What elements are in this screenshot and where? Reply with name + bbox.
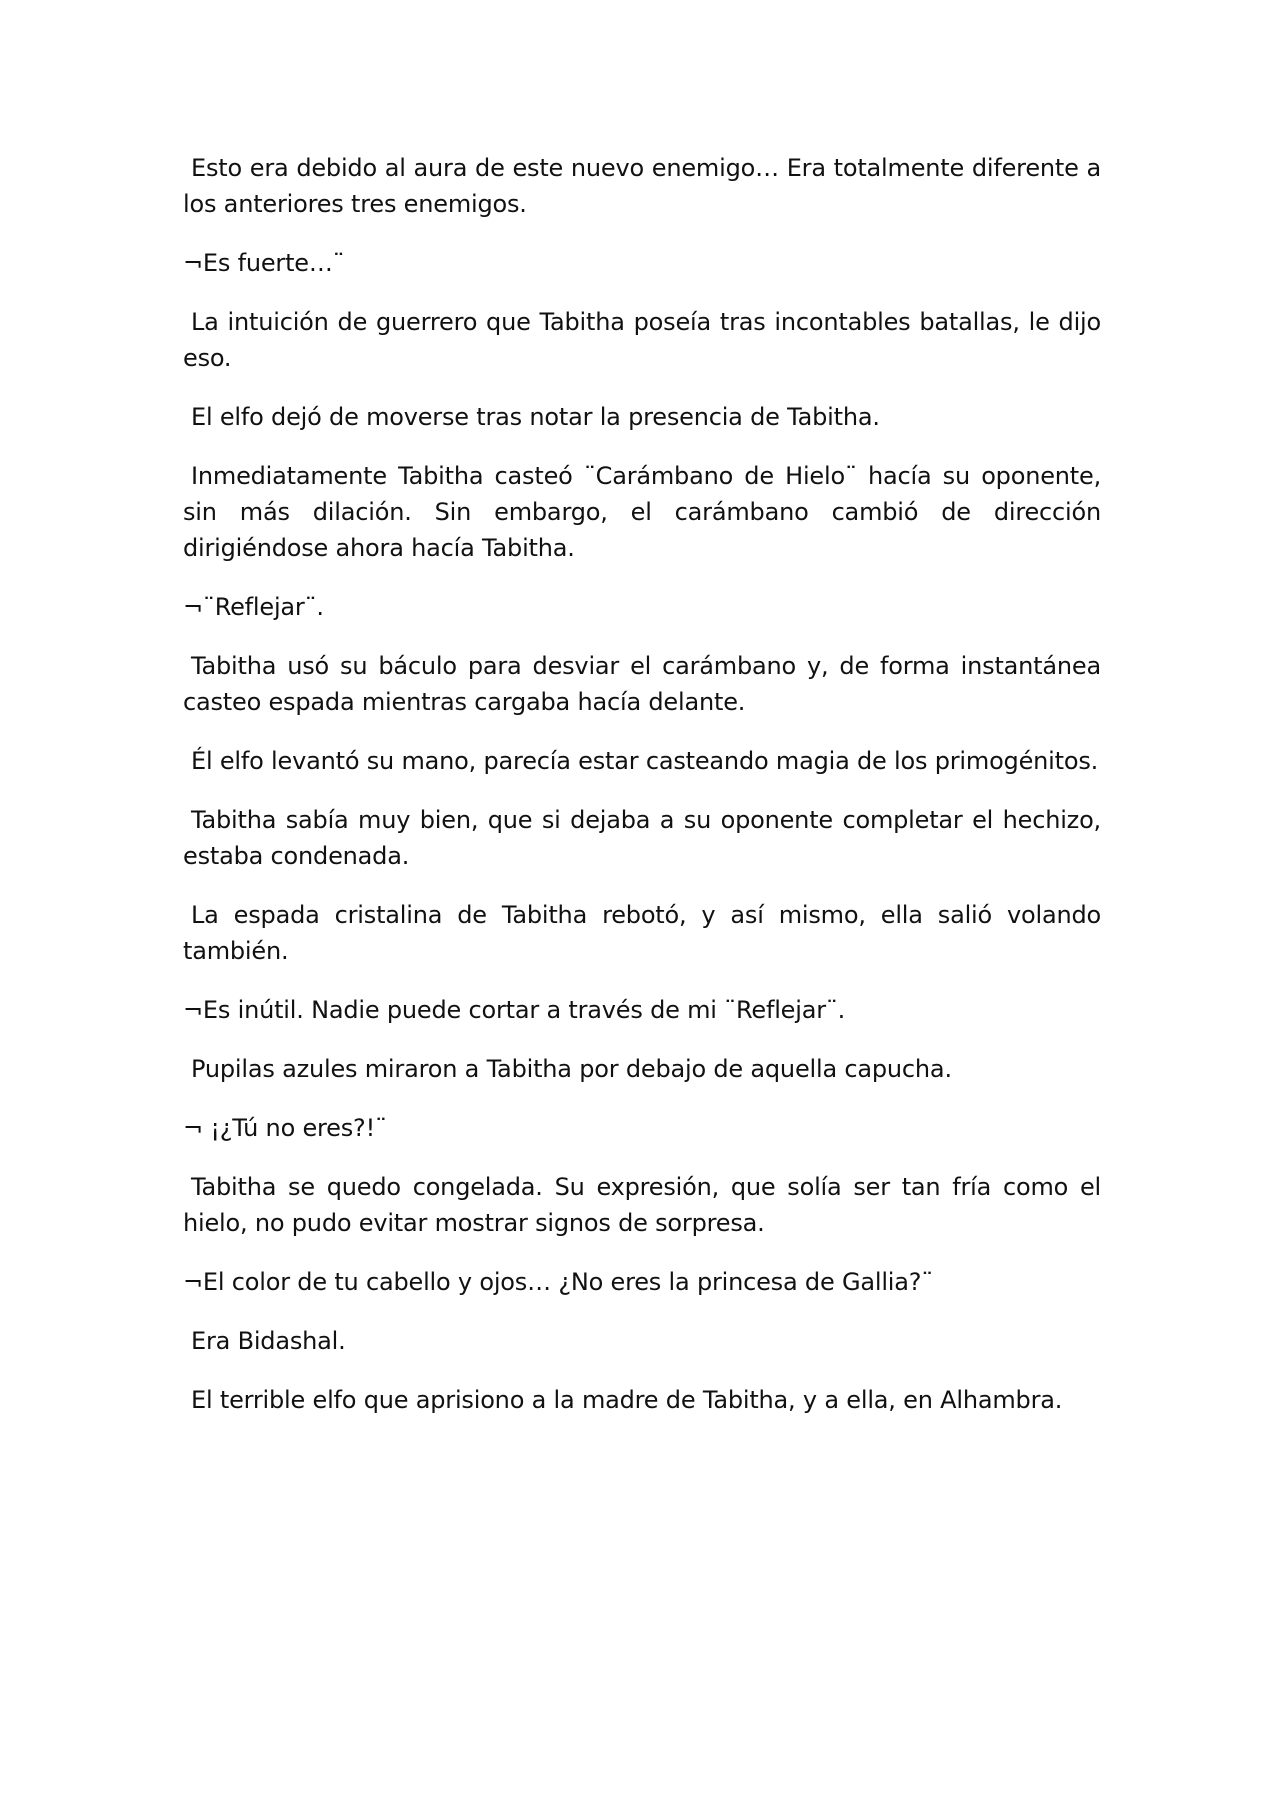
paragraph-aura: Esto era debido al aura de este nuevo enemigo… Era totalmente diferente a los anteriores tres enemigos. [183,154,1101,218]
dialogue-reflejar: ¬¨Reflejar¨. [183,593,324,621]
dialogue-princesa: ¬El color de tu cabello y ojos… ¿No eres la princesa de Gallia?¨ [183,1268,934,1296]
paragraph-espada-reboto: La espada cristalina de Tabitha rebotó, y así mismo, ella salió volando también. [183,901,1101,965]
paragraph-levanto-mano: Él elfo levantó su mano, parecía estar casteando magia de los primogénitos. [191,747,1099,775]
paragraph-condenada: Tabitha sabía muy bien, que si dejaba a su oponente completar el hechizo, estaba condenada. [183,806,1101,870]
paragraph-pupilas: Pupilas azules miraron a Tabitha por debajo de aquella capucha. [191,1055,952,1083]
paragraph-baculo: Tabitha usó su báculo para desviar el carámbano y, de forma instantánea casteo espada mientras cargaba hacía delante. [183,652,1101,716]
paragraph-alhambra: El terrible elfo que aprisiono a la madre de Tabitha, y a ella, en Alhambra. [191,1386,1063,1414]
paragraph-congelada: Tabitha se quedo congelada. Su expresión, que solía ser tan fría como el hielo, no pudo evitar mostrar signos de sorpresa. [183,1173,1101,1237]
dialogue-tu-no-eres: ¬ ¡¿Tú no eres?!¨ [183,1114,387,1142]
body-text [183,150,1101,1441]
paragraph-carambano: Inmediatamente Tabitha casteó ¨Carámbano de Hielo¨ hacía su oponente, sin más dilación. Sin embargo, el carámbano cambió de dirección dirigiéndose ahora hacía Tabitha. [183,462,1101,562]
dialogue-es-fuerte: ¬Es fuerte…¨ [183,249,345,277]
paragraph-elfo-dejo: El elfo dejó de moverse tras notar la presencia de Tabitha. [191,403,880,431]
paragraph-intuicion: La intuición de guerrero que Tabitha poseía tras incontables batallas, le dijo eso. [183,308,1101,372]
dialogue-es-inutil: ¬Es inútil. Nadie puede cortar a través de mi ¨Reflejar¨. [183,996,846,1024]
paragraph-bidashal: Era Bidashal. [191,1327,346,1355]
